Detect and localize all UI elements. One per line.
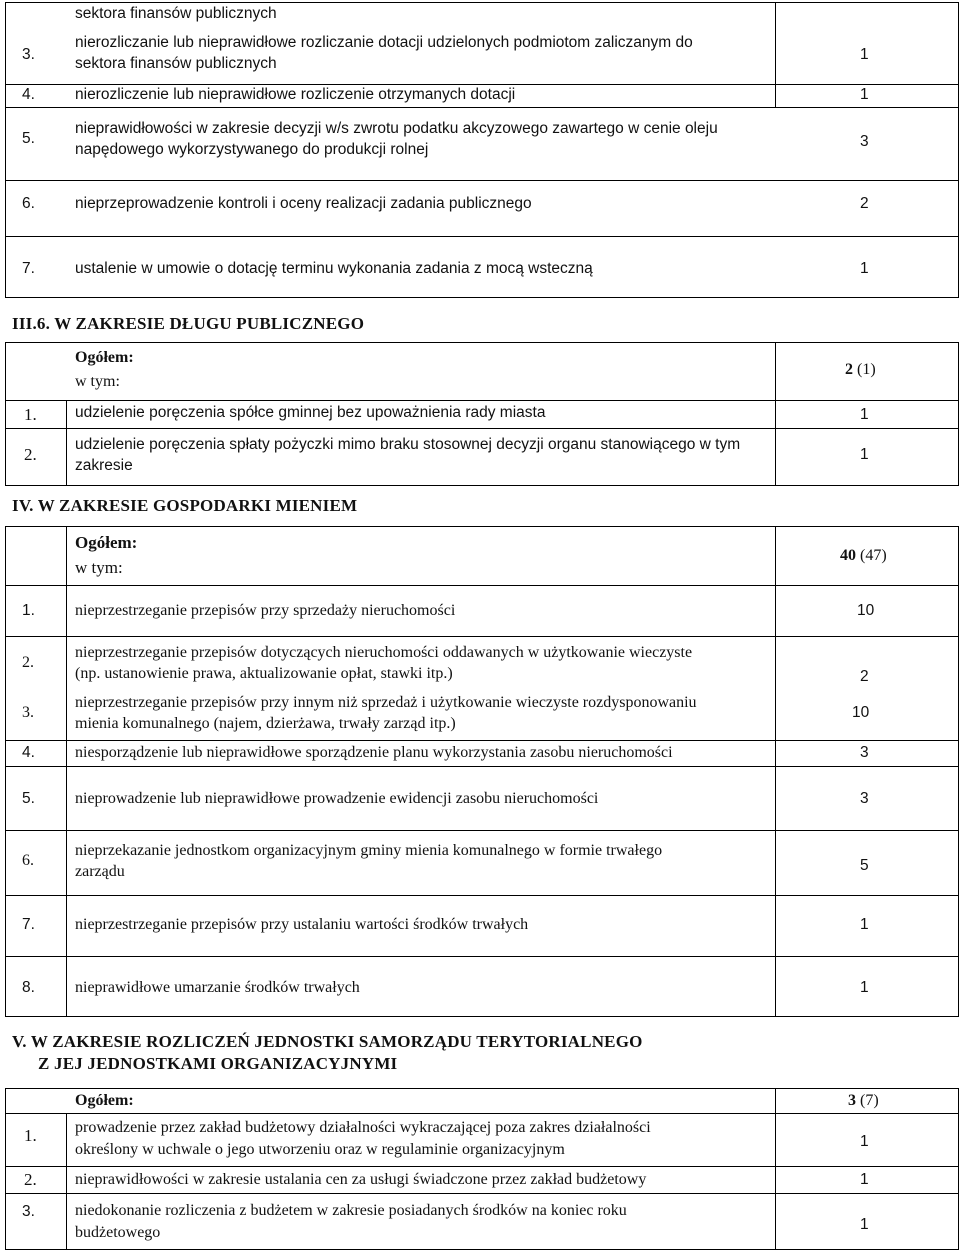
row-count: 5 [860,857,869,874]
row-count: 10 [852,704,870,721]
row-text: nieprawidłowości w zakresie decyzji w/s zwrotu podatku akcyzowego zawartego w cenie oleju [75,120,718,137]
row-number: 1. [24,405,37,424]
row-text: udzielenie poręczenia spółce gminnej bez upoważnienia rady miasta [75,404,546,421]
row-number: 6. [22,852,34,869]
row-text: nieprzekazanie jednostkom organizacyjnym gminy mienia komunalnego w formie trwałego [75,842,663,859]
row-number: 4. [22,86,35,103]
section-heading-rozliczenia-2: Z JEJ JEDNOSTKAMI ORGANIZACYJNYMI [38,1054,398,1073]
total-label: Ogółem: [75,349,134,366]
row-text: mienia komunalnego (najem, dzierżawa, trwały zarząd itp.) [75,715,456,732]
row-text: nieprzestrzeganie przepisów przy sprzedaży nieruchomości [75,602,456,619]
total-main: 2 [845,361,853,378]
total-value [840,545,887,567]
row-text: niedokonanie rozliczenia z budżetem w zakresie posiadanych środków na koniec roku [75,1202,627,1219]
row-number: 1. [22,602,35,619]
total-paren: (1) [857,361,876,378]
row-text: nieprawidłowe umarzanie środków trwałych [75,979,360,996]
row-number: 3. [22,46,35,63]
row-number: 5. [22,790,35,807]
row-count: 1 [860,1216,869,1233]
continued-text: sektora finansów publicznych [75,5,277,22]
row-text: ustalenie w umowie o dotację terminu wykonania zadania z mocą wsteczną [75,260,593,277]
row-number: 2. [24,1170,37,1189]
row-text: zarządu [75,863,125,880]
row-count: 1 [860,916,869,933]
row-number: 3. [22,1203,35,1220]
row-count: 10 [857,602,875,619]
row-number: 5. [22,130,35,147]
row-count: 2 [860,668,869,685]
total-value [848,1090,879,1112]
row-count: 1 [860,979,869,996]
row-text: zakresie [75,457,133,474]
row-text: nieprowadzenie lub nieprawidłowe prowadzenie ewidencji zasobu nieruchomości [75,790,599,807]
row-text: nieprzestrzeganie przepisów przy innym niż sprzedaż i użytkowanie wieczyste rozdysponowaniu [75,694,697,711]
row-text: udzielenie poręczenia spłaty pożyczki mimo braku stosownej decyzji organu stanowiącego w tym [75,436,741,453]
total-main: 40 [840,547,856,564]
row-text: sektora finansów publicznych [75,55,277,72]
row-count: 1 [860,260,869,277]
row-text: (np. ustanowienie prawa, aktualizowanie opłat, stawki itp.) [75,665,453,682]
row-number: 2. [24,445,37,464]
total-main: 3 [848,1092,856,1109]
row-count: 3 [860,744,869,761]
row-number: 4. [22,744,35,761]
total-paren: (7) [860,1092,879,1109]
row-text: prowadzenie przez zakład budżetowy działalności wykraczającej poza zakres działalności [75,1119,651,1136]
row-number: 2. [22,654,34,671]
row-number: 3. [22,704,34,721]
row-count: 1 [860,446,869,463]
row-text: nieprzestrzeganie przepisów przy ustalaniu wartości środków trwałych [75,916,529,933]
row-count: 1 [860,406,869,423]
row-count: 1 [860,86,869,103]
row-number: 7. [22,916,35,933]
row-number: 8. [22,979,35,996]
section-heading-rozliczenia-1: V. W ZAKRESIE ROZLICZEŃ JEDNOSTKI SAMORZĄDU TERYTORIALNEGO [12,1032,643,1051]
row-text: nieprzestrzeganie przepisów dotyczących nieruchomości oddawanych w użytkowanie wieczyste [75,644,693,661]
row-number: 6. [22,195,35,212]
of-which-label: w tym: [75,373,120,390]
row-text: budżetowego [75,1224,161,1241]
total-label: Ogółem: [75,1092,134,1109]
section-heading-dlug: III.6. W ZAKRESIE DŁUGU PUBLICZNEGO [12,314,365,333]
row-count: 1 [860,46,869,63]
row-text: nieprawidłowości w zakresie ustalania cen za usługi świadczone przez zakład budżetowy [75,1171,647,1188]
row-text: niesporządzenie lub nieprawidłowe sporządzenie planu wykorzystania zasobu nieruchomości [75,744,673,761]
row-text: nierozliczanie lub nieprawidłowe rozliczanie dotacji udzielonych podmiotom zaliczanym do [75,34,693,51]
row-text: nieprzeprowadzenie kontroli i oceny realizacji zadania publicznego [75,195,532,212]
row-count: 2 [860,195,869,212]
total-paren: (47) [860,547,887,564]
row-count: 1 [860,1171,869,1188]
row-count: 3 [860,790,869,807]
total-value [845,359,876,381]
row-count: 3 [860,133,869,150]
total-label: Ogółem: [75,533,138,552]
row-number: 7. [22,260,35,277]
row-text: nierozliczenie lub nieprawidłowe rozliczenie otrzymanych dotacji [75,86,516,103]
row-text: określony w uchwale o jego utworzeniu oraz w regulaminie organizacyjnym [75,1141,565,1158]
row-number: 1. [24,1126,37,1145]
section-heading-mienie: IV. W ZAKRESIE GOSPODARKI MIENIEM [12,496,358,515]
of-which-label: w tym: [75,558,123,577]
row-text: napędowego wykorzystywanego do produkcji rolnej [75,141,429,158]
row-count: 1 [860,1133,869,1150]
